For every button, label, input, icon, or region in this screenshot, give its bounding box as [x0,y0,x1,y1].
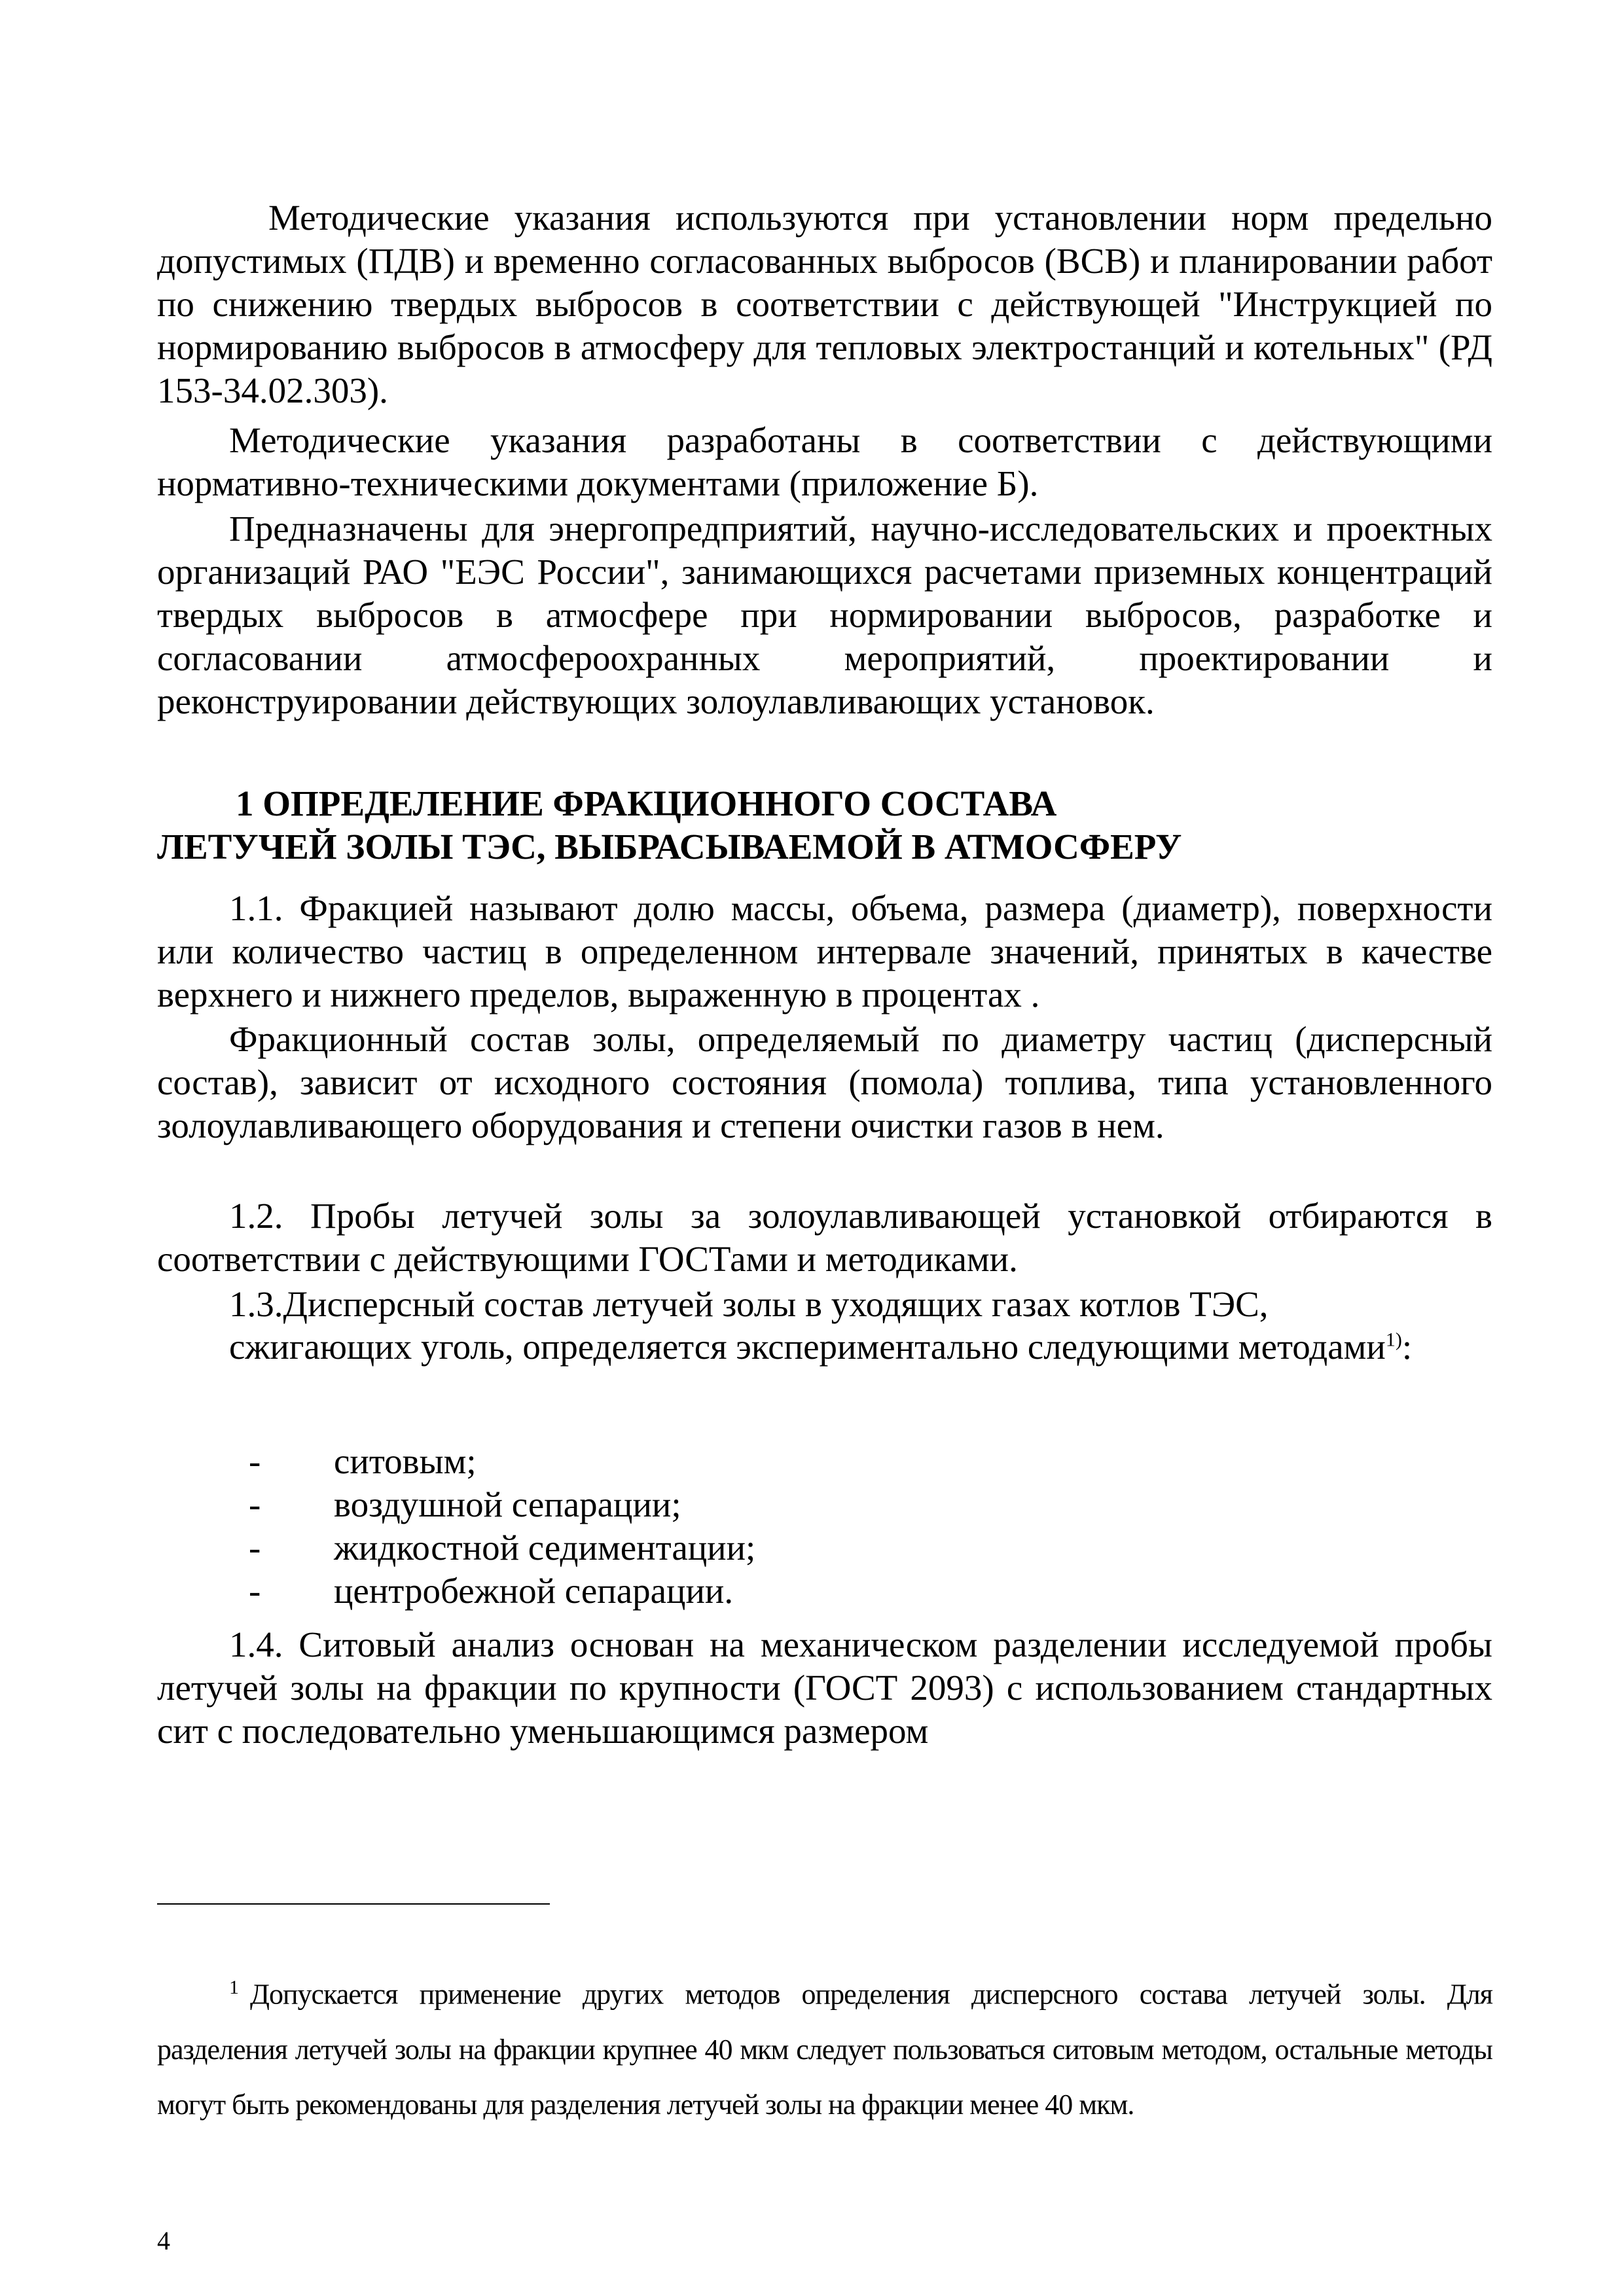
paragraph-1-3-line-2 [157,1325,1492,1369]
paragraph-1-1-continued: Фракционный состав золы, определяемый по диаметру частиц (дисперсный состав), зависит от исходного состояния (помола) топлива, типа установленного золоулавливающего оборудования и степени очистки газов в нем. [157,1019,1492,1145]
paragraph-1-4: 1.4. Ситовый анализ основан на механическом разделении исследуемой пробы летучей золы на фракции по крупности (ГОСТ 2093) с использованием стандартных сит с последовательно уменьшающимся размером [157,1624,1492,1751]
intro-paragraph-2: Методические указания разработаны в соответствии с действующими нормативно-техническими документами (приложение Б). [157,420,1492,503]
section-heading-line-1: 1 ОПРЕДЕЛЕНИЕ ФРАКЦИОННОГО СОСТАВА [236,783,1057,823]
intro-paragraph-1: Методические указания используются при установлении норм предельно допустимых (ПДВ) и временно согласованных выбросов (ВСВ) и планировании работ по снижению твердых выбросов в соответствии с действующей "Инструкцией по нормированию выбросов в атмосферу для тепловых электростанций и котельных" (РД 153-34.02.303). [157,198,1492,410]
list-item [249,1483,755,1526]
list-item-text: центробежной сепарации. [334,1571,734,1611]
paragraph-1-3-colon: : [1401,1327,1413,1367]
list-item [249,1440,755,1483]
footnote-mark: 1 [229,1977,238,1998]
list-dash: - [249,1484,261,1524]
section-heading-line-2: ЛЕТУЧЕЙ ЗОЛЫ ТЭС, ВЫБРАСЫВАЕМОЙ В АТМОСФЕРУ [157,827,1182,867]
section-heading [157,782,1492,869]
list-item-text: жидкостной седиментации; [334,1528,756,1568]
list-dash: - [249,1528,261,1568]
paragraph-1-3-line-1: 1.3.Дисперсный состав летучей золы в уходящих газах котлов ТЭС, [229,1284,1269,1324]
paragraph-1-1: 1.1. Фракцией называют долю массы, объема, размера (диаметр), поверхности или количество частиц в определенном интервале значений, принятых в качестве верхнего и нижнего пределов, выраженную в процентах . [157,888,1492,1014]
list-item-text: ситовым; [334,1441,477,1481]
intro-paragraph-3: Предназначены для энергопредприятий, научно-исследовательских и проектных организаций РАО "ЕЭС России", занимающихся расчетами приземных концентраций твердых выбросов в атмосфере при нормировании выбросов, разработке и согласовании атмосфероохранных мероприятий, проектировании и реконструировании действующих золоулавливающих установок. [157,509,1492,721]
paragraph-1-2: 1.2. Пробы летучей золы за золоулавливающей установкой отбираются в соответствии с действующими ГОСТами и методиками. [157,1196,1492,1279]
page-number: 4 [157,2226,170,2255]
list-item-text: воздушной сепарации; [334,1484,681,1524]
footnote-text: Допускается применение других методов определения дисперсного состава летучей золы. Для разделения летучей золы на фракции крупнее 40 мкм следует пользоваться ситовым методом, остальные методы могут быть рекомендованы для разделения летучей золы на фракции менее 40 мкм. [157,1978,1492,2121]
footnote-reference[interactable]: 1) [1385,1329,1402,1351]
paragraph-1-3-text: сжигающих уголь, определяется экспериментально следующими методами [229,1327,1386,1367]
footnote [157,1960,1492,2132]
footnote-separator [157,1903,550,1905]
list-item [249,1570,755,1613]
list-dash: - [249,1571,261,1611]
list-item [249,1526,755,1570]
list-dash: - [249,1441,261,1481]
methods-list [249,1440,755,1613]
